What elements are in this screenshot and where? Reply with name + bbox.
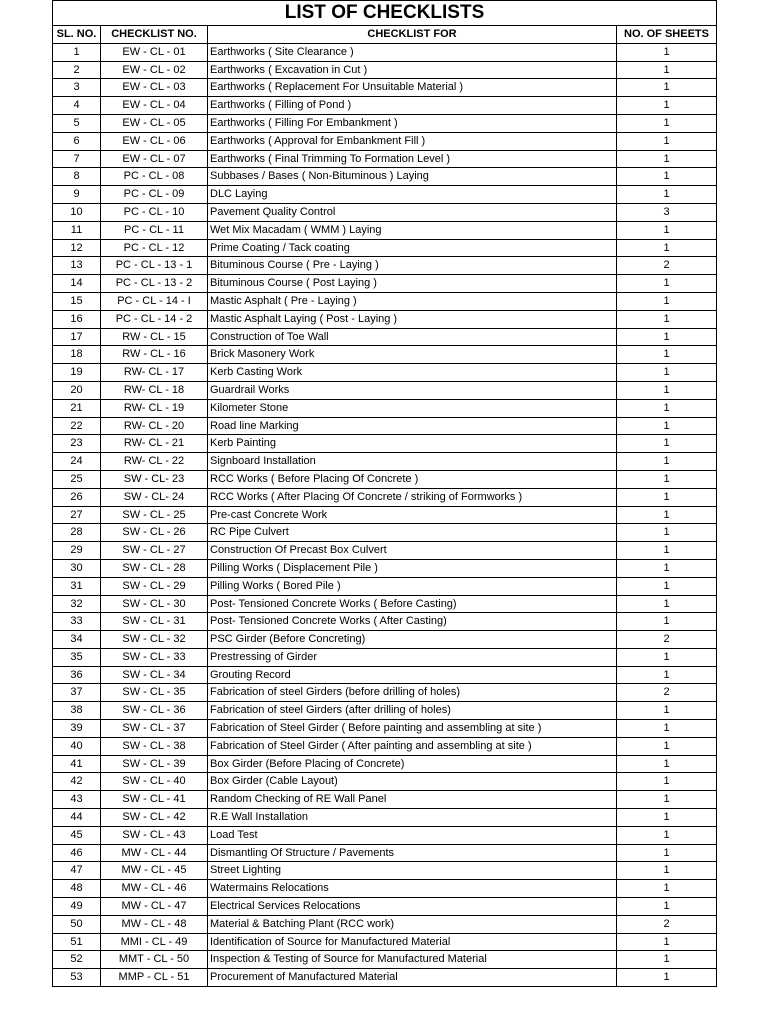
sl-no-cell: 49 <box>53 898 101 916</box>
checklist-for-cell: Prime Coating / Tack coating <box>208 239 617 257</box>
sheets-cell: 1 <box>617 951 717 969</box>
sheets-cell: 1 <box>617 577 717 595</box>
table-row <box>53 631 717 649</box>
checklist-no-cell: SW - CL - 29 <box>101 577 208 595</box>
checklist-for-cell: Brick Masonery Work <box>208 346 617 364</box>
checklist-no-cell: PC - CL - 13 - 2 <box>101 275 208 293</box>
checklist-no-cell: RW - CL - 16 <box>101 346 208 364</box>
table-row <box>53 613 717 631</box>
checklist-no-cell: SW - CL - 34 <box>101 666 208 684</box>
checklist-no-cell: RW - CL - 15 <box>101 328 208 346</box>
checklist-no-cell: PC - CL - 14 - 2 <box>101 310 208 328</box>
checklist-for-cell: Box Girder (Before Placing of Concrete) <box>208 755 617 773</box>
sl-no-cell: 8 <box>53 168 101 186</box>
checklist-for-cell: Earthworks ( Filling For Embankment ) <box>208 114 617 132</box>
checklist-for-cell: RCC Works ( After Placing Of Concrete / striking of Formworks ) <box>208 488 617 506</box>
checklist-no-cell: SW - CL - 28 <box>101 559 208 577</box>
checklist-for-cell: Earthworks ( Approval for Embankment Fill ) <box>208 132 617 150</box>
sheets-cell: 1 <box>617 595 717 613</box>
sheets-cell: 1 <box>617 470 717 488</box>
sl-no-cell: 16 <box>53 310 101 328</box>
checklist-for-cell: Earthworks ( Filling of Pond ) <box>208 97 617 115</box>
checklist-sheet <box>52 0 716 987</box>
sheets-cell: 1 <box>617 417 717 435</box>
table-row <box>53 417 717 435</box>
checklist-no-cell: SW - CL - 40 <box>101 773 208 791</box>
table-row <box>53 132 717 150</box>
sl-no-cell: 20 <box>53 381 101 399</box>
checklist-no-cell: MMT - CL - 50 <box>101 951 208 969</box>
sl-no-cell: 44 <box>53 809 101 827</box>
checklist-no-cell: EW - CL - 06 <box>101 132 208 150</box>
table-row <box>53 221 717 239</box>
sheets-cell: 1 <box>617 880 717 898</box>
table-row <box>53 150 717 168</box>
checklist-for-cell: Mastic Asphalt ( Pre - Laying ) <box>208 292 617 310</box>
checklist-for-cell: Prestressing of Girder <box>208 648 617 666</box>
checklist-table <box>52 0 717 987</box>
sl-no-cell: 10 <box>53 203 101 221</box>
sl-no-cell: 48 <box>53 880 101 898</box>
checklist-no-cell: SW - CL - 32 <box>101 631 208 649</box>
checklist-no-cell: PC - CL - 12 <box>101 239 208 257</box>
checklist-for-cell: Fabrication of Steel Girder ( After painting and assembling at site ) <box>208 737 617 755</box>
sheets-cell: 3 <box>617 203 717 221</box>
checklist-for-cell: Random Checking of RE Wall Panel <box>208 791 617 809</box>
table-row <box>53 168 717 186</box>
checklist-for-cell: Earthworks ( Replacement For Unsuitable Material ) <box>208 79 617 97</box>
sl-no-cell: 13 <box>53 257 101 275</box>
checklist-for-cell: Subbases / Bases ( Non-Bituminous ) Laying <box>208 168 617 186</box>
sheets-cell: 1 <box>617 524 717 542</box>
sheets-cell: 1 <box>617 97 717 115</box>
sl-no-cell: 40 <box>53 737 101 755</box>
checklist-for-cell: Bituminous Course ( Pre - Laying ) <box>208 257 617 275</box>
sl-no-cell: 15 <box>53 292 101 310</box>
checklist-for-cell: Mastic Asphalt Laying ( Post - Laying ) <box>208 310 617 328</box>
table-row <box>53 310 717 328</box>
checklist-no-cell: PC - CL - 08 <box>101 168 208 186</box>
table-row <box>53 292 717 310</box>
table-row <box>53 595 717 613</box>
sl-no-cell: 33 <box>53 613 101 631</box>
table-row <box>53 933 717 951</box>
table-row <box>53 381 717 399</box>
sl-no-cell: 1 <box>53 43 101 61</box>
sheets-cell: 1 <box>617 898 717 916</box>
checklist-for-cell: Earthworks ( Final Trimming To Formation Level ) <box>208 150 617 168</box>
sl-no-cell: 34 <box>53 631 101 649</box>
checklist-no-cell: MW - CL - 47 <box>101 898 208 916</box>
checklist-for-cell: Material & Batching Plant (RCC work) <box>208 915 617 933</box>
table-row <box>53 275 717 293</box>
sheets-cell: 1 <box>617 43 717 61</box>
checklist-for-cell: Wet Mix Macadam ( WMM ) Laying <box>208 221 617 239</box>
table-row <box>53 559 717 577</box>
sl-no-cell: 30 <box>53 559 101 577</box>
sheets-cell: 1 <box>617 221 717 239</box>
checklist-no-cell: RW- CL - 17 <box>101 364 208 382</box>
sl-no-cell: 35 <box>53 648 101 666</box>
checklist-for-cell: Road line Marking <box>208 417 617 435</box>
checklist-no-cell: SW - CL - 39 <box>101 755 208 773</box>
checklist-for-cell: Earthworks ( Site Clearance ) <box>208 43 617 61</box>
checklist-for-cell: Identification of Source for Manufactured Material <box>208 933 617 951</box>
checklist-no-cell: EW - CL - 01 <box>101 43 208 61</box>
sheets-cell: 2 <box>617 684 717 702</box>
table-row <box>53 951 717 969</box>
sheets-cell: 1 <box>617 61 717 79</box>
sl-no-cell: 22 <box>53 417 101 435</box>
checklist-for-cell: Dismantling Of Structure / Pavements <box>208 844 617 862</box>
checklist-no-cell: SW - CL - 30 <box>101 595 208 613</box>
sheets-cell: 1 <box>617 666 717 684</box>
sl-no-cell: 14 <box>53 275 101 293</box>
checklist-for-cell: Earthworks ( Excavation in Cut ) <box>208 61 617 79</box>
checklist-rows <box>53 43 717 986</box>
sl-no-cell: 24 <box>53 453 101 471</box>
checklist-for-cell: PSC Girder (Before Concreting) <box>208 631 617 649</box>
checklist-no-cell: RW- CL - 21 <box>101 435 208 453</box>
sheets-cell: 1 <box>617 773 717 791</box>
checklist-for-cell: RC Pipe Culvert <box>208 524 617 542</box>
sl-no-cell: 53 <box>53 969 101 987</box>
checklist-for-cell: Signboard Installation <box>208 453 617 471</box>
checklist-for-cell: R.E Wall Installation <box>208 809 617 827</box>
checklist-for-cell: Fabrication of steel Girders (before drilling of holes) <box>208 684 617 702</box>
sheets-cell: 1 <box>617 809 717 827</box>
sheets-cell: 1 <box>617 453 717 471</box>
table-row <box>53 542 717 560</box>
sheets-cell: 1 <box>617 114 717 132</box>
sheets-cell: 1 <box>617 826 717 844</box>
table-row <box>53 488 717 506</box>
sl-no-cell: 42 <box>53 773 101 791</box>
table-row <box>53 702 717 720</box>
checklist-for-cell: Pre-cast Concrete Work <box>208 506 617 524</box>
sl-no-cell: 27 <box>53 506 101 524</box>
sheets-cell: 1 <box>617 791 717 809</box>
checklist-for-cell: Pilling Works ( Displacement Pile ) <box>208 559 617 577</box>
sheets-cell: 1 <box>617 79 717 97</box>
sheets-cell: 1 <box>617 720 717 738</box>
checklist-no-cell: EW - CL - 03 <box>101 79 208 97</box>
table-row <box>53 844 717 862</box>
checklist-no-cell: EW - CL - 05 <box>101 114 208 132</box>
sl-no-cell: 41 <box>53 755 101 773</box>
table-row <box>53 791 717 809</box>
table-row <box>53 648 717 666</box>
table-row <box>53 720 717 738</box>
checklist-no-cell: SW - CL - 41 <box>101 791 208 809</box>
sheets-cell: 1 <box>617 613 717 631</box>
checklist-no-cell: SW - CL - 33 <box>101 648 208 666</box>
table-row <box>53 43 717 61</box>
checklist-for-cell: Pilling Works ( Bored Pile ) <box>208 577 617 595</box>
checklist-no-cell: PC - CL - 09 <box>101 186 208 204</box>
checklist-for-cell: Guardrail Works <box>208 381 617 399</box>
checklist-for-cell: Kerb Painting <box>208 435 617 453</box>
sl-no-cell: 6 <box>53 132 101 150</box>
sheets-cell: 2 <box>617 257 717 275</box>
checklist-for-cell: Kilometer Stone <box>208 399 617 417</box>
sheets-cell: 1 <box>617 506 717 524</box>
sl-no-cell: 12 <box>53 239 101 257</box>
sl-no-cell: 52 <box>53 951 101 969</box>
sheets-cell: 1 <box>617 862 717 880</box>
table-row <box>53 898 717 916</box>
sl-no-cell: 25 <box>53 470 101 488</box>
sheets-cell: 1 <box>617 328 717 346</box>
table-row <box>53 826 717 844</box>
sl-no-cell: 51 <box>53 933 101 951</box>
checklist-no-cell: MW - CL - 44 <box>101 844 208 862</box>
sl-no-cell: 26 <box>53 488 101 506</box>
checklist-no-cell: PC - CL - 11 <box>101 221 208 239</box>
checklist-for-cell: Kerb Casting Work <box>208 364 617 382</box>
checklist-no-cell: SW - CL - 43 <box>101 826 208 844</box>
checklist-for-cell: DLC Laying <box>208 186 617 204</box>
checklist-for-cell: Street Lighting <box>208 862 617 880</box>
checklist-no-cell: SW - CL - 26 <box>101 524 208 542</box>
sl-no-cell: 3 <box>53 79 101 97</box>
checklist-no-cell: MW - CL - 48 <box>101 915 208 933</box>
checklist-for-cell: Post- Tensioned Concrete Works ( Before Casting) <box>208 595 617 613</box>
table-row <box>53 809 717 827</box>
checklist-for-cell: Load Test <box>208 826 617 844</box>
sl-no-cell: 19 <box>53 364 101 382</box>
checklist-no-cell: RW- CL - 19 <box>101 399 208 417</box>
checklist-no-cell: RW- CL - 22 <box>101 453 208 471</box>
table-row <box>53 328 717 346</box>
table-row <box>53 773 717 791</box>
sheets-cell: 1 <box>617 150 717 168</box>
table-row <box>53 61 717 79</box>
sl-no-cell: 38 <box>53 702 101 720</box>
table-row <box>53 666 717 684</box>
table-row <box>53 684 717 702</box>
sheets-cell: 1 <box>617 488 717 506</box>
table-row <box>53 453 717 471</box>
sheets-cell: 1 <box>617 381 717 399</box>
page-title: LIST OF CHECKLISTS <box>53 1 717 26</box>
sl-no-cell: 31 <box>53 577 101 595</box>
table-row <box>53 186 717 204</box>
checklist-no-cell: SW - CL - 42 <box>101 809 208 827</box>
sl-no-cell: 39 <box>53 720 101 738</box>
checklist-no-cell: SW - CL - 36 <box>101 702 208 720</box>
table-row <box>53 880 717 898</box>
checklist-no-cell: MW - CL - 46 <box>101 880 208 898</box>
sheets-cell: 1 <box>617 168 717 186</box>
table-row <box>53 969 717 987</box>
table-row <box>53 346 717 364</box>
checklist-no-cell: SW - CL - 27 <box>101 542 208 560</box>
checklist-no-cell: EW - CL - 04 <box>101 97 208 115</box>
sl-no-cell: 21 <box>53 399 101 417</box>
checklist-for-cell: Watermains Relocations <box>208 880 617 898</box>
checklist-for-cell: Fabrication of Steel Girder ( Before painting and assembling at site ) <box>208 720 617 738</box>
checklist-for-cell: Inspection & Testing of Source for Manufactured Material <box>208 951 617 969</box>
checklist-for-cell: Bituminous Course ( Post Laying ) <box>208 275 617 293</box>
checklist-for-cell: Construction of Toe Wall <box>208 328 617 346</box>
title-row <box>53 1 717 26</box>
sl-no-cell: 36 <box>53 666 101 684</box>
table-row <box>53 862 717 880</box>
sheets-cell: 1 <box>617 239 717 257</box>
sl-no-cell: 32 <box>53 595 101 613</box>
sl-no-cell: 9 <box>53 186 101 204</box>
sheets-cell: 1 <box>617 310 717 328</box>
sheets-cell: 2 <box>617 915 717 933</box>
checklist-no-cell: MMI - CL - 49 <box>101 933 208 951</box>
header-row <box>53 26 717 44</box>
sheets-cell: 1 <box>617 559 717 577</box>
sl-no-cell: 5 <box>53 114 101 132</box>
sl-no-cell: 37 <box>53 684 101 702</box>
sheets-cell: 1 <box>617 435 717 453</box>
table-row <box>53 577 717 595</box>
sheets-cell: 1 <box>617 755 717 773</box>
sl-no-cell: 45 <box>53 826 101 844</box>
checklist-for-cell: Construction Of Precast Box Culvert <box>208 542 617 560</box>
sl-no-cell: 17 <box>53 328 101 346</box>
table-row <box>53 239 717 257</box>
checklist-for-cell: Grouting Record <box>208 666 617 684</box>
sl-no-cell: 11 <box>53 221 101 239</box>
checklist-for-cell: Procurement of Manufactured Material <box>208 969 617 987</box>
header-checklist-no: CHECKLIST NO. <box>101 26 208 44</box>
checklist-no-cell: SW - CL - 37 <box>101 720 208 738</box>
sl-no-cell: 47 <box>53 862 101 880</box>
checklist-no-cell: SW - CL- 24 <box>101 488 208 506</box>
table-row <box>53 257 717 275</box>
table-row <box>53 435 717 453</box>
sheets-cell: 1 <box>617 399 717 417</box>
table-row <box>53 203 717 221</box>
checklist-no-cell: PC - CL - 13 - 1 <box>101 257 208 275</box>
sheets-cell: 2 <box>617 631 717 649</box>
table-row <box>53 755 717 773</box>
sl-no-cell: 50 <box>53 915 101 933</box>
table-row <box>53 97 717 115</box>
sheets-cell: 1 <box>617 969 717 987</box>
header-checklist-for: CHECKLIST FOR <box>208 26 617 44</box>
checklist-for-cell: Fabrication of steel Girders (after drilling of holes) <box>208 702 617 720</box>
sl-no-cell: 46 <box>53 844 101 862</box>
sl-no-cell: 43 <box>53 791 101 809</box>
sheets-cell: 1 <box>617 132 717 150</box>
table-row <box>53 737 717 755</box>
header-no-of-sheets: NO. OF SHEETS <box>617 26 717 44</box>
table-row <box>53 915 717 933</box>
sheets-cell: 1 <box>617 292 717 310</box>
checklist-no-cell: SW - CL - 35 <box>101 684 208 702</box>
checklist-no-cell: PC - CL - 14 - I <box>101 292 208 310</box>
table-row <box>53 79 717 97</box>
checklist-no-cell: MW - CL - 45 <box>101 862 208 880</box>
checklist-no-cell: SW - CL- 23 <box>101 470 208 488</box>
checklist-no-cell: PC - CL - 10 <box>101 203 208 221</box>
checklist-no-cell: RW- CL - 20 <box>101 417 208 435</box>
table-row <box>53 506 717 524</box>
sheets-cell: 1 <box>617 844 717 862</box>
sl-no-cell: 4 <box>53 97 101 115</box>
checklist-for-cell: Electrical Services Relocations <box>208 898 617 916</box>
sheets-cell: 1 <box>617 346 717 364</box>
checklist-for-cell: RCC Works ( Before Placing Of Concrete ) <box>208 470 617 488</box>
sl-no-cell: 7 <box>53 150 101 168</box>
header-sl-no: SL. NO. <box>53 26 101 44</box>
sl-no-cell: 2 <box>53 61 101 79</box>
sheets-cell: 1 <box>617 933 717 951</box>
checklist-no-cell: SW - CL - 25 <box>101 506 208 524</box>
checklist-no-cell: EW - CL - 02 <box>101 61 208 79</box>
sl-no-cell: 23 <box>53 435 101 453</box>
sheets-cell: 1 <box>617 542 717 560</box>
checklist-for-cell: Box Girder (Cable Layout) <box>208 773 617 791</box>
sheets-cell: 1 <box>617 186 717 204</box>
table-row <box>53 114 717 132</box>
sl-no-cell: 18 <box>53 346 101 364</box>
checklist-no-cell: SW - CL - 38 <box>101 737 208 755</box>
sheets-cell: 1 <box>617 364 717 382</box>
sheets-cell: 1 <box>617 648 717 666</box>
checklist-no-cell: RW- CL - 18 <box>101 381 208 399</box>
sl-no-cell: 28 <box>53 524 101 542</box>
checklist-no-cell: EW - CL - 07 <box>101 150 208 168</box>
checklist-for-cell: Pavement Quality Control <box>208 203 617 221</box>
table-row <box>53 470 717 488</box>
table-row <box>53 399 717 417</box>
sl-no-cell: 29 <box>53 542 101 560</box>
checklist-no-cell: MMP - CL - 51 <box>101 969 208 987</box>
table-row <box>53 364 717 382</box>
table-row <box>53 524 717 542</box>
sheets-cell: 1 <box>617 702 717 720</box>
sheets-cell: 1 <box>617 275 717 293</box>
checklist-no-cell: SW - CL - 31 <box>101 613 208 631</box>
checklist-for-cell: Post- Tensioned Concrete Works ( After Casting) <box>208 613 617 631</box>
sheets-cell: 1 <box>617 737 717 755</box>
